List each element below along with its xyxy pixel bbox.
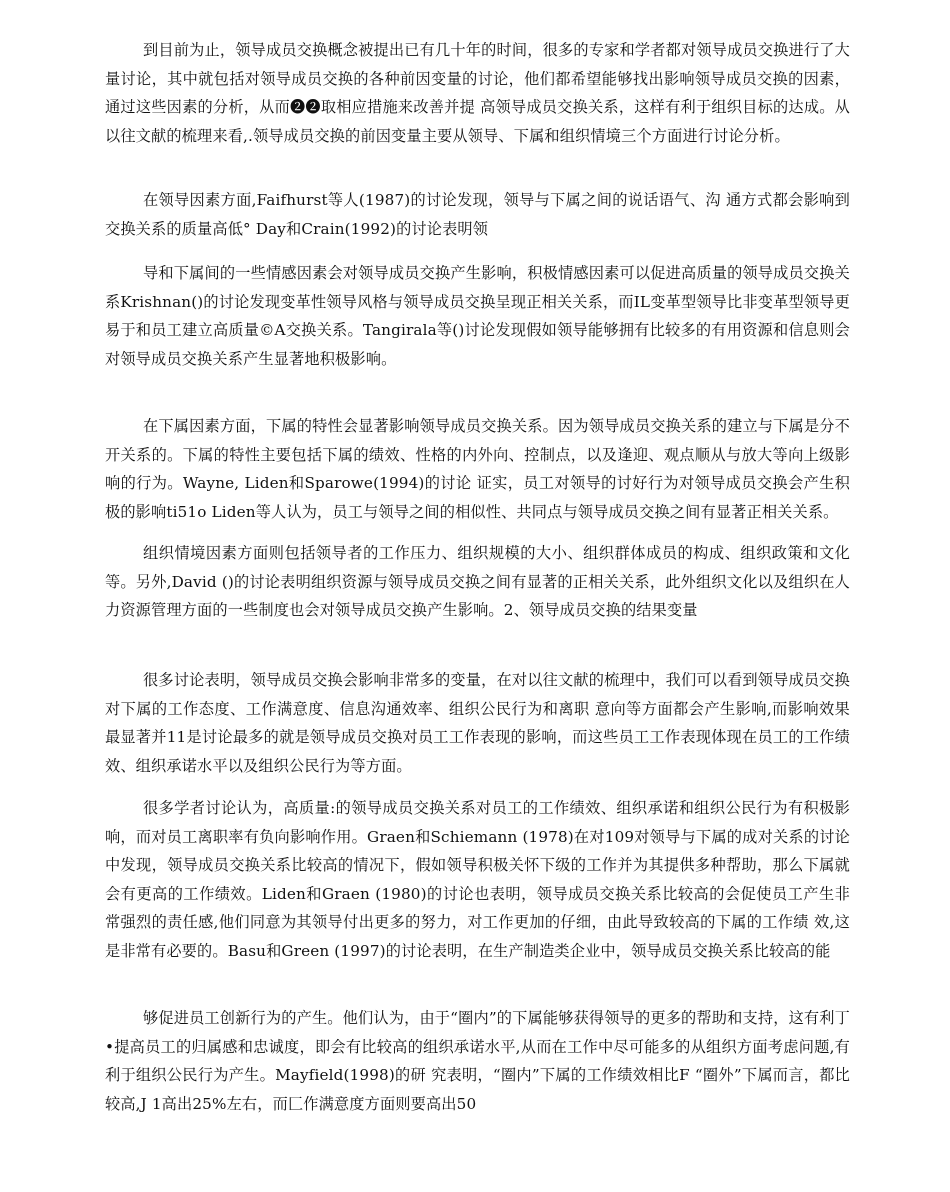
paragraph-lmx-outcomes: 很多讨论表明，领导成员交换会影响非常多的变量，在对以往文献的梳理中，我们可以看到领导成员交换对下属的工作态度、工作满意度、信息沟通效率、组织公民行为和离职 意向等方面都会产生影响,而影响效果最显著并11是讨论最多的就是领导成员交换对员工工作表现的影响，而这些员工工作表现体现在员工的工作绩效、组织承诺水平以及组织公民行为等方面。 (105, 671, 850, 775)
paragraph-organizational-context: 组织情境因素方面则包括领导者的工作压力、组织规模的大小、组织群体成员的构成、组织政策和文化等。另外,David ()的讨论表明组织资源与领导成员交换之间有显著的正相关关系，此外组织文化以及组织在人力资源管理方面的一些制度也会对领导成员交换产生影响。2、领导成员交换的结果变量 (105, 544, 850, 619)
paragraph-lmx-antecedents-intro: 到目前为止，领导成员交换概念被提出已有几十年的时间，很多的专家和学者都对领导成员交换进行了大量讨论，其中就包括对领导成员交换的各种前因变量的讨论，他们都希望能够找出影响领导成员交换的因素，通过这些因素的分析，从而❷❷取相应措施来改善并提 高领导成员交换关系，这样有利于组织目标的达成。从以往文献的梳理来看,.领导成员交换的前因变量主要从领导、下属和组织情境三个方面进行讨论分析。 (105, 41, 850, 145)
paragraph-performance-studies: 很多学者讨论认为，高质量:的领导成员交换关系对员工的工作绩效、组织承诺和组织公民行为有积极影响，而对员工离职率有负向影响作用。Graen和Schiemann (1978)在对109对领导与下属的成对关系的讨论中发现，领导成员交换关系比较高的情况下，假如领导积极关怀下级的工作并为其提供多种帮助，那么下属就会有更高的工作绩效。Liden和Graen (1980)的讨论也表明，领导成员交换关系比较高的会促使员工产生非常强烈的责任感,他们同意为其领导付出更多的努力，对工作更加的仔细，由此导致较高的下属的工作绩 效,这是非常有必要的。Basu和Green (1997)的讨论表明，在生产制造类企业中，领导成员交换关系比较高的能 (105, 799, 850, 960)
paragraph-subordinate-factors: 在下属因素方面，下属的特性会显著影响领导成员交换关系。因为领导成员交换关系的建立与下属是分不开关系的。下属的特性主要包括下属的绩效、性格的内外向、控制点，以及逢迎、观点顺从与放大等向上级影响的行为。Wayne, Liden和Sparowe(1994)的讨论 证实，员工对领导的讨好行为对领导成员交换会产生积极的影响ti51o Liden等人认为，员工与领导之间的相似性、共同点与领导成员交换之间有显著正相关关系。 (105, 417, 850, 521)
paragraph-leader-factors-continued: 导和下属间的一些情感因素会对领导成员交换产生影响，积极情感因素可以促进高质量的领导成员交换关系Krishnan()的讨论发现变革性领导风格与领导成员交换呈现正相关关系，而IL变革型领导比非变革型领导更易于和员工建立高质量©A交换关系。Tangirala等()讨论发现假如领导能够拥有比较多的有用资源和信息则会对领导成员交换关系产生显著地积极影响。 (105, 264, 850, 368)
paragraph-in-group-effects: 够促进员工创新行为的产生。他们认为，由于“圈内”的下属能够获得领导的更多的帮助和支持，这有利丁•提高员工的归属感和忠诚度，即会有比较高的组织承诺水平,从而在工作中尽可能多的从组织方面考虑问题,有利于组织公民行为产生。Mayfield(1998)的研 究表明，“圈内”下属的工作绩效相比F “圈外”下属而言，都比较高,J 1高出25%左右，而匚作满意度方面则要高出50 (105, 1009, 850, 1113)
paragraph-leader-factors: 在领导因素方面,Faifhurst等人(1987)的讨论发现，领导与下属之间的说话语气、沟 通方式都会影响到交换关系的质量高低° Day和Crain(1992)的讨论表明领 (105, 191, 850, 238)
